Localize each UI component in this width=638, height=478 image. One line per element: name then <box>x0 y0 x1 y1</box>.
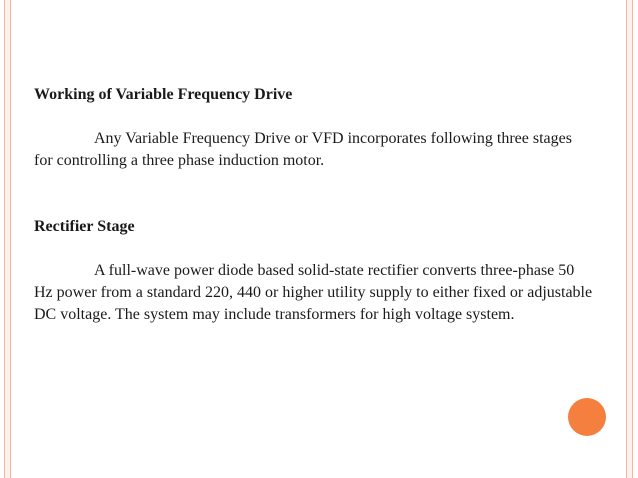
spacer <box>34 238 594 260</box>
right-border-line-outer <box>632 0 633 478</box>
left-border-line-inner <box>10 0 11 478</box>
left-border-line-outer <box>4 0 5 478</box>
section-body-working: Any Variable Frequency Drive or VFD incorporates following three stages for controlling a three phase induction motor. <box>34 130 572 169</box>
section-heading-working: Working of Variable Frequency Drive <box>34 86 293 103</box>
section-heading-rectifier: Rectifier Stage <box>34 218 135 235</box>
orange-circle-decoration <box>568 398 606 436</box>
slide-content <box>34 84 594 326</box>
spacer <box>34 172 594 216</box>
section-body-rectifier: A full-wave power diode based solid-state rectifier converts three-phase 50 Hz power from a standard 220, 440 or higher utility supply to either fixed or adjustable DC voltage. The system may include transformers for high voltage system. <box>34 262 593 323</box>
spacer <box>34 106 594 128</box>
right-border-line-inner <box>626 0 627 478</box>
